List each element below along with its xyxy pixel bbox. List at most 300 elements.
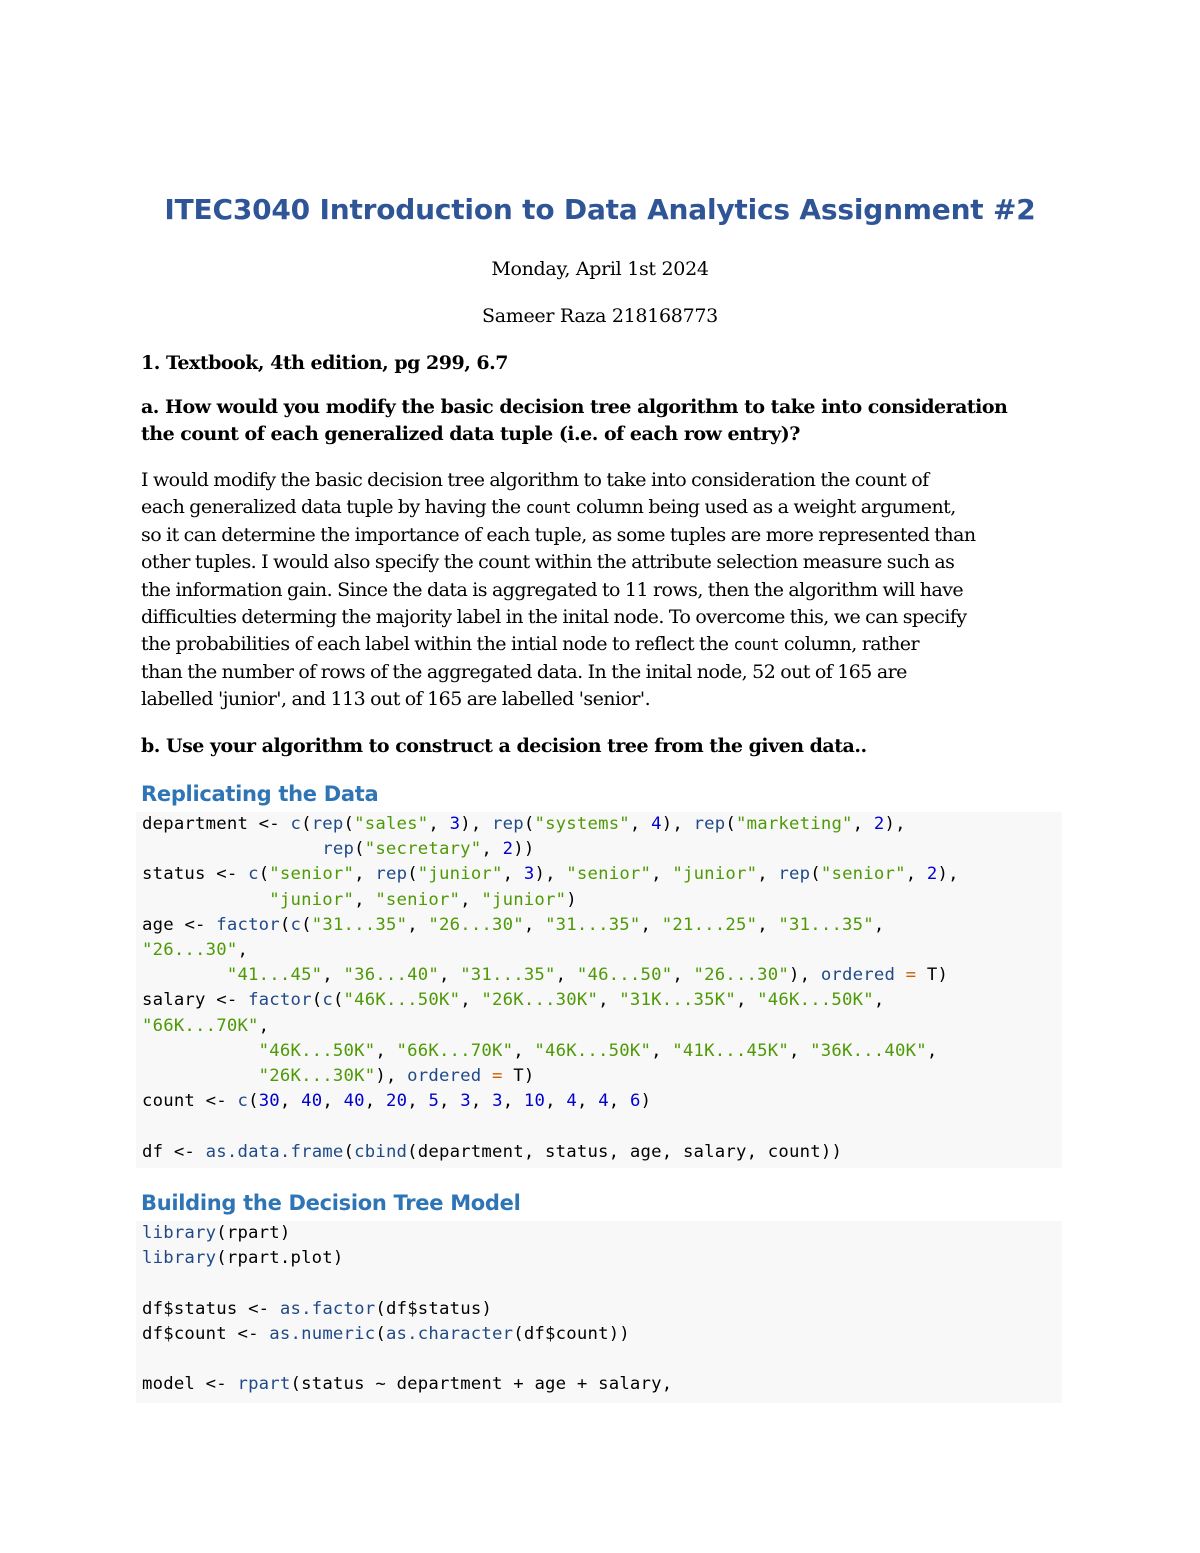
code-token: <- (184, 914, 206, 935)
code-token: <- (258, 814, 280, 834)
code-token: , (460, 990, 471, 1011)
code-function: factor (216, 914, 280, 935)
code-token (439, 814, 450, 834)
code-token (916, 864, 927, 884)
code-token: df (523, 1323, 546, 1344)
code-token (662, 1041, 673, 1061)
code-token: , (905, 864, 917, 885)
code-token: , (735, 990, 747, 1011)
code-string: "66K...70K" (396, 1040, 514, 1061)
code-string: "secretary" (364, 839, 482, 860)
code-token (142, 890, 269, 910)
code-string: "senior" (375, 889, 461, 910)
code-token (556, 864, 567, 884)
code-token: ) (375, 1066, 386, 1087)
code-token (227, 1324, 238, 1344)
code-string: "36K...40K" (810, 1040, 927, 1061)
code-token: , (608, 1141, 620, 1162)
code-token: , (873, 914, 885, 935)
code-token: ( (301, 914, 312, 935)
code-function: c (237, 1091, 249, 1112)
code-token: , (502, 1091, 514, 1112)
code-function: as.data.frame (205, 1141, 344, 1162)
code-string: "36...40" (343, 965, 439, 986)
code-token: , (439, 1091, 450, 1112)
code-string: "26K...30K" (481, 990, 599, 1011)
code-token: rpart (226, 1223, 280, 1243)
code-line (142, 965, 948, 985)
code-token: ) (788, 965, 800, 986)
code-string: "26K...30K" (258, 1066, 376, 1087)
code-line (142, 1374, 672, 1394)
code-token (418, 1091, 429, 1111)
answer-line: difficulties determing the majority label in the inital node. To overcome this, we can specify (141, 606, 967, 629)
code-token: , (576, 1091, 588, 1112)
code-token: , (757, 914, 768, 935)
code-string: "31...35" (460, 965, 556, 986)
code-token: , (545, 864, 556, 885)
code-token (768, 915, 779, 935)
code-token: ( (279, 914, 291, 935)
code-token: , (322, 1091, 333, 1112)
code-string: "senior" (269, 864, 355, 885)
code-token (619, 1091, 630, 1111)
code-token: count (555, 1323, 609, 1344)
code-block-replicating-data (136, 812, 1062, 1168)
code-token (142, 1066, 259, 1086)
code-token: <- (248, 1298, 270, 1319)
code-token: status (545, 1141, 609, 1162)
code-token: status (417, 1298, 482, 1319)
code-string: "46...50" (576, 965, 673, 986)
code-token: ( (513, 1323, 524, 1344)
code-token: salary (598, 1374, 662, 1395)
code-token: , (651, 1040, 662, 1061)
code-function: factor (248, 990, 312, 1011)
code-token (481, 814, 492, 834)
code-block-building-model (136, 1221, 1062, 1403)
code-number: 5 (428, 1091, 440, 1112)
code-token (386, 1374, 397, 1394)
code-token: , (788, 1040, 800, 1061)
code-token: , (237, 940, 249, 961)
code-token: , (364, 1091, 376, 1112)
code-token: , (799, 965, 811, 986)
code-token (683, 965, 694, 985)
code-token (418, 915, 429, 935)
inline-code: count (733, 635, 779, 655)
code-token: , (651, 864, 662, 885)
code-token (163, 1142, 174, 1162)
code-token (386, 1041, 397, 1061)
code-string: "21...25" (661, 914, 758, 935)
code-string: "46K...50K" (534, 1040, 652, 1061)
code-token (800, 1041, 811, 1061)
code-function: rep (322, 839, 355, 860)
code-token (863, 814, 874, 834)
code-token (206, 990, 217, 1010)
code-function: c (248, 864, 259, 885)
code-token: df (142, 1141, 164, 1162)
code-token (237, 864, 248, 884)
code-number: 3 (492, 1091, 503, 1112)
code-string: "66K...70K" (142, 1015, 259, 1036)
code-string: "systems" (534, 814, 630, 834)
code-token (397, 1066, 408, 1086)
code-token: ) (481, 1298, 493, 1319)
code-line (142, 1066, 534, 1086)
code-token (206, 915, 217, 935)
answer-line: labelled 'junior', and 113 out of 165 are labelled 'senior'. (141, 688, 651, 711)
code-token: , (746, 1141, 758, 1162)
code-token: , (873, 990, 885, 1011)
answer-text: the probabilities of each label within the intial node to reflect the (141, 633, 734, 656)
code-token: , (470, 1091, 482, 1112)
code-token (142, 965, 227, 985)
code-token (280, 814, 291, 834)
code-line (142, 1324, 630, 1344)
answer-line: than the number of rows of the aggregated data. In the inital node, 52 out of 165 are (141, 660, 907, 683)
code-number: 3 (460, 1091, 471, 1112)
code-token (195, 1091, 206, 1111)
code-token (333, 1091, 344, 1111)
code-token (747, 990, 758, 1010)
code-token: , (407, 914, 418, 935)
code-line (142, 1223, 290, 1243)
code-token: , (481, 839, 492, 860)
code-token: ) (332, 1248, 344, 1269)
code-token (248, 814, 259, 834)
code-operator: = (491, 1066, 503, 1087)
code-token (566, 965, 577, 985)
code-token: ( (301, 814, 312, 834)
code-string: "26...30" (693, 965, 789, 986)
code-token (895, 965, 906, 985)
code-token: ~ (375, 1374, 386, 1395)
code-number: 3 (449, 814, 461, 834)
code-token (471, 990, 482, 1010)
code-token: + (513, 1374, 524, 1395)
code-function: rep (778, 864, 811, 885)
code-string: "junior" (417, 864, 503, 885)
code-string: "senior" (566, 864, 652, 885)
code-token (651, 915, 662, 935)
code-token: ( (290, 1374, 302, 1395)
code-token: model (142, 1374, 196, 1395)
code-line (142, 990, 884, 1010)
code-token: , (661, 1141, 673, 1162)
code-token: ( (375, 1323, 386, 1344)
code-line (142, 1142, 842, 1162)
code-token: $ (545, 1323, 556, 1344)
code-token: , (375, 1040, 386, 1061)
code-function: rep (311, 814, 344, 834)
code-token: status (301, 1374, 365, 1395)
code-token (757, 1142, 768, 1162)
code-token (662, 864, 673, 884)
code-token (503, 1066, 514, 1086)
code-token (450, 965, 461, 985)
code-token: ) (523, 1066, 535, 1087)
code-token: ) (884, 814, 896, 834)
code-token (588, 1374, 599, 1394)
code-token (227, 1091, 238, 1111)
code-token: , (640, 914, 652, 935)
code-token: ) (279, 1223, 291, 1243)
code-token: ) (608, 1323, 620, 1344)
code-token (619, 1142, 630, 1162)
code-token: salary (682, 1141, 747, 1162)
code-token: ) (619, 1323, 630, 1344)
code-token (195, 1142, 206, 1162)
code-string: "31...35" (545, 914, 641, 935)
question-a-line: the count of each generalized data tuple (i.e. of each row entry)? (141, 423, 800, 445)
code-token (365, 890, 376, 910)
code-token (142, 1041, 259, 1061)
code-function: rep (375, 864, 408, 885)
code-token: ) (523, 839, 535, 860)
code-line (142, 864, 959, 884)
code-token: , (523, 914, 535, 935)
code-number: 3 (523, 864, 535, 885)
code-token: df (385, 1298, 408, 1319)
code-token: <- (205, 1374, 227, 1395)
code-token: T (513, 1066, 524, 1087)
code-string: "26...30" (428, 914, 524, 935)
code-token: , (555, 965, 567, 986)
code-number: 30 (258, 1091, 280, 1112)
code-token: , (322, 965, 333, 986)
section-heading-building-model: Building the Decision Tree Model (141, 1191, 521, 1215)
code-string: "sales" (354, 814, 429, 834)
code-function: c (322, 990, 333, 1011)
code-string: "junior" (269, 889, 355, 910)
code-line (142, 839, 534, 859)
code-token: T (926, 965, 938, 986)
code-token (365, 1374, 376, 1394)
code-token (566, 1374, 577, 1394)
code-token: , (513, 1040, 524, 1061)
code-function: cbind (354, 1141, 408, 1162)
code-token (916, 965, 927, 985)
code-argument: ordered (407, 1066, 482, 1087)
code-token (269, 1299, 280, 1319)
code-token: , (895, 814, 906, 834)
code-operator: = (905, 965, 917, 986)
code-token: ( (311, 990, 323, 1011)
answer-line: so it can determine the importance of each tuple, as some tuples are more represented than (141, 523, 976, 546)
document-author: Sameer Raza 218168773 (482, 305, 718, 327)
document-date: Monday, April 1st 2024 (491, 258, 709, 280)
code-token: $ (163, 1298, 174, 1319)
code-token: , (545, 1091, 556, 1112)
code-token: count (173, 1323, 227, 1344)
answer-text: column, rather (778, 633, 920, 656)
code-number: 2 (873, 814, 885, 834)
code-token: <- (237, 1323, 259, 1344)
code-token: , (608, 1091, 620, 1112)
code-function: c (290, 814, 302, 834)
code-line (142, 1248, 344, 1268)
code-argument: ordered (820, 965, 896, 986)
code-line (142, 1299, 492, 1319)
code-number: 20 (386, 1091, 408, 1112)
code-token: ( (343, 814, 355, 834)
code-string: "46K...50K" (343, 990, 461, 1011)
code-token (503, 1374, 514, 1394)
code-token (672, 1142, 683, 1162)
code-number: 4 (566, 1091, 577, 1112)
code-token: ( (810, 864, 821, 885)
code-token: ) (534, 864, 546, 885)
code-string: "31...35" (778, 914, 874, 935)
code-token (513, 1091, 524, 1111)
code-token: , (460, 889, 471, 910)
code-token: ( (216, 1248, 227, 1269)
code-token (237, 990, 248, 1010)
code-token: , (523, 1141, 535, 1162)
code-token: ( (343, 1141, 355, 1162)
code-token (195, 1374, 206, 1394)
code-token: age (629, 1141, 662, 1162)
code-token: , (672, 965, 683, 986)
code-token: ( (216, 1223, 227, 1243)
inline-code: count (525, 498, 572, 518)
code-token: ) (831, 1141, 843, 1162)
code-token (450, 1091, 461, 1111)
code-token (291, 1091, 302, 1111)
code-token: + (576, 1374, 588, 1395)
code-number: 6 (630, 1091, 641, 1112)
answer-text: each generalized data tuple by having the (141, 496, 526, 519)
code-token: , (407, 1091, 418, 1112)
code-token: ( (407, 1141, 418, 1162)
code-token: , (757, 864, 768, 885)
code-function: library (142, 1223, 217, 1243)
code-number: 40 (343, 1091, 365, 1112)
code-token: , (354, 889, 365, 910)
code-token: count (142, 1091, 196, 1112)
code-token: department (396, 1374, 503, 1395)
code-token (534, 1142, 545, 1162)
code-function: rep (693, 814, 726, 834)
code-token: , (672, 814, 683, 834)
code-token: ( (375, 1298, 386, 1319)
code-line (142, 940, 248, 960)
code-token: , (598, 990, 609, 1011)
code-token: , (470, 814, 482, 834)
code-token: ( (354, 839, 365, 860)
code-line (142, 1041, 937, 1061)
code-token: age (142, 914, 174, 935)
code-token (492, 839, 503, 859)
code-number: 4 (598, 1091, 609, 1112)
code-token: , (948, 864, 959, 885)
code-string: "41K...45K" (672, 1040, 789, 1061)
code-token: ) (820, 1141, 832, 1162)
question-a (141, 394, 1071, 448)
document-title: ITEC3040 Introduction to Data Analytics Assignment #2 (164, 193, 1036, 226)
code-token: , (661, 1374, 673, 1395)
code-function: as.factor (279, 1298, 376, 1319)
code-token (588, 1091, 599, 1111)
code-line (142, 1091, 651, 1111)
code-token: ) (460, 814, 471, 834)
code-token: count (767, 1141, 821, 1162)
code-token: ( (258, 864, 270, 885)
code-token: , (354, 864, 365, 885)
code-token: ) (566, 889, 577, 910)
code-number: 2 (926, 864, 938, 885)
code-token (768, 864, 779, 884)
code-token: <- (205, 1091, 227, 1112)
code-token: ( (407, 864, 418, 885)
code-string: "junior" (672, 864, 758, 885)
code-token (227, 1374, 238, 1394)
section-heading-replicating-data: Replicating the Data (141, 782, 379, 806)
code-string: "46K...50K" (258, 1040, 376, 1061)
code-string: "46K...50K" (757, 990, 874, 1011)
code-token: $ (163, 1323, 174, 1344)
code-function: rpart (237, 1374, 291, 1395)
code-token: df (142, 1323, 164, 1344)
code-string: "marketing" (736, 814, 853, 834)
code-token (641, 814, 652, 834)
answer-line (141, 494, 1071, 521)
code-token: , (926, 1040, 938, 1061)
code-token: , (258, 1015, 270, 1036)
code-token (683, 814, 694, 834)
code-string: "31K...35K" (619, 990, 736, 1011)
code-token: , (629, 814, 641, 834)
code-function: rep (492, 814, 524, 834)
code-token (174, 915, 185, 935)
code-line (142, 890, 577, 910)
code-token (375, 1091, 386, 1111)
answer-line: the information gain. Since the data is aggregated to 11 rows, then the algorithm will have (141, 578, 964, 601)
code-number: 4 (651, 814, 662, 834)
code-token: , (852, 814, 864, 834)
code-string: "31...35" (311, 914, 408, 935)
answer-line: other tuples. I would also specify the count within the attribute selection measure such as (141, 551, 955, 574)
code-token (524, 1374, 535, 1394)
code-number: 10 (523, 1091, 546, 1112)
code-token: department (142, 814, 249, 834)
code-token: status (142, 864, 206, 885)
code-token (471, 890, 482, 910)
code-token (556, 1091, 567, 1111)
code-number: 40 (301, 1091, 323, 1112)
code-token: , (385, 1066, 397, 1087)
code-line (142, 915, 884, 935)
code-token: , (428, 814, 439, 834)
code-function: library (142, 1248, 217, 1269)
code-token (513, 864, 524, 884)
code-string: "junior" (481, 889, 567, 910)
code-token: salary (142, 990, 206, 1011)
code-token (365, 864, 376, 884)
code-token (810, 965, 821, 985)
code-token (481, 1066, 492, 1086)
code-token (534, 915, 545, 935)
code-token: ( (523, 814, 535, 834)
code-string: "senior" (820, 864, 906, 885)
answer-text: column being used as a weight argument, (571, 496, 956, 519)
code-token: ( (725, 814, 737, 834)
code-token: ( (332, 990, 344, 1011)
code-token: ) (640, 1091, 652, 1112)
code-token: ) (937, 965, 949, 986)
